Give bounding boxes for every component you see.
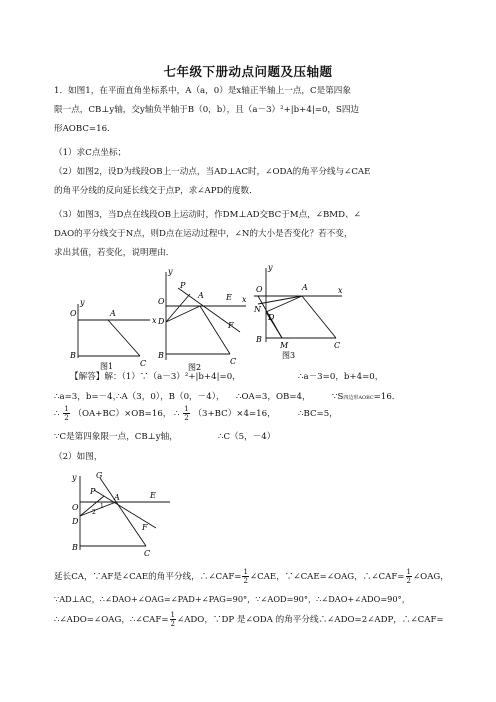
question-3-line-3: 求出其值，若变化，说明理由． bbox=[54, 248, 175, 258]
question-2-line-2: 的角平分线的反向延长线交于点P，求∠APD的度数． bbox=[54, 186, 258, 196]
problem-line-2: 限一点，CB⊥y轴，交y轴负半轴于B（0，b），且（a－3）²+|b+4|=0，S四边 bbox=[54, 105, 360, 115]
solution-6a: 延长CA，∵AF是∠CAE的角平分线，∴∠CAF= bbox=[54, 572, 242, 582]
fig2-label-p: P bbox=[180, 281, 186, 290]
fig4-label-g: G bbox=[96, 471, 103, 480]
fig1-label-a: A bbox=[110, 309, 116, 318]
fig2-segment-ac bbox=[200, 306, 230, 354]
fig2-label-x: x bbox=[242, 295, 247, 304]
solution-line-4b: ∴C（5，－4） bbox=[218, 432, 276, 442]
fig2-label-e: E bbox=[226, 293, 232, 302]
page-title: 七年级下册动点问题及压轴题 bbox=[163, 64, 333, 79]
fraction-numerator: 1 bbox=[243, 568, 248, 576]
fig1-label-o: O bbox=[70, 309, 77, 318]
fig3-label-y: y bbox=[268, 263, 273, 272]
solution-line-1b: ∴a－3=0，b+4=0， bbox=[298, 372, 384, 382]
solution-line-4: ∵C是第四象限一点，CB⊥y轴， bbox=[54, 432, 178, 442]
fig2-segment-da bbox=[166, 306, 200, 322]
fig1-caption: 图1 bbox=[100, 362, 114, 371]
fig2-label-y: y bbox=[168, 267, 173, 276]
figure-3 bbox=[252, 262, 348, 366]
fig4-segment-da bbox=[80, 502, 116, 516]
fig4-segment-gc bbox=[100, 478, 146, 546]
solution-6c: ∠OAG， bbox=[412, 572, 449, 582]
solution-line-5: （2）如图， bbox=[54, 452, 103, 462]
solution-s-symbol: ∵S bbox=[332, 392, 344, 402]
fraction-denominator: 2 bbox=[64, 414, 69, 422]
fig1-segment-ac bbox=[108, 320, 140, 356]
question-2-line-1: （2）如图2，设D为线段OB上一动点，当AD⊥AC时，∠ODA的角平分线与∠CAE bbox=[54, 167, 371, 177]
fig4-label-p: P bbox=[90, 487, 96, 496]
solution-8a: ∴∠ADO=∠OAG，∴∠CAF= bbox=[54, 615, 169, 625]
fraction-numerator: 1 bbox=[184, 405, 189, 413]
fraction-numerator: 1 bbox=[406, 568, 411, 576]
solution-line-3-right bbox=[174, 405, 276, 424]
fig4-label-angle-2: 2 bbox=[92, 509, 96, 516]
fig4-label-o: O bbox=[72, 503, 79, 512]
fig4-label-b: B bbox=[72, 543, 78, 552]
solution-line-2b: ∴A（3，0），B（0，－4）， bbox=[116, 392, 225, 402]
fig3-segment-da bbox=[266, 296, 302, 312]
solution-line-6 bbox=[54, 568, 449, 587]
question-3-line-2: DAO的平分线交于N点，则D点在运动过程中，∠N的大小是否变化？若不变， bbox=[54, 229, 353, 239]
fig3-caption: 图3 bbox=[282, 351, 296, 360]
solution-line-8 bbox=[54, 611, 444, 630]
fig3-label-c: C bbox=[334, 341, 341, 350]
fraction-denominator: 2 bbox=[184, 414, 189, 422]
solution-line-2d bbox=[332, 388, 400, 408]
fraction-denominator: 2 bbox=[243, 577, 248, 585]
solution-line-3 bbox=[54, 405, 171, 424]
fig3-segment-ac bbox=[302, 296, 336, 338]
solution-line-2a: ∴a=3，b=－4， bbox=[54, 392, 122, 402]
fig2-label-c: C bbox=[230, 357, 237, 366]
fig2-segment-dp bbox=[166, 294, 190, 322]
fraction-half bbox=[406, 568, 412, 585]
solution-3c: ∴ bbox=[174, 409, 180, 419]
solution-line-2c: ∴OA=3，OB=4， bbox=[236, 392, 311, 402]
solution-3b: （OA+BC）×OB=16， bbox=[73, 409, 172, 419]
fraction-half bbox=[242, 568, 248, 585]
fig1-label-y: y bbox=[80, 298, 85, 307]
problem-line-3: 形AOBC=16． bbox=[54, 124, 116, 134]
figure-2 bbox=[158, 266, 250, 372]
solution-line-1a: 【解答】解：（1）∵（a－3）²+|b+4|=0， bbox=[70, 372, 241, 382]
fig2-label-a: A bbox=[198, 291, 204, 300]
solution-3a: ∴ bbox=[54, 409, 60, 419]
fig2-label-b: B bbox=[158, 351, 164, 360]
fig4-label-angle-1: 1 bbox=[100, 503, 104, 510]
solution-s-value: =16． bbox=[373, 392, 401, 402]
fig3-label-b: B bbox=[256, 335, 262, 344]
fig4-label-d: D bbox=[72, 517, 79, 526]
fig1-label-c: C bbox=[140, 359, 147, 368]
problem-line-1: 1．如图1，在平面直角坐标系中，A（a，0）是x轴正半轴上一点，C是第四象 bbox=[54, 86, 351, 96]
question-3-line-1: （3）如图3，当D点在线段OB上运动时，作DM⊥AD交BC于M点，∠BMD、∠ bbox=[54, 210, 361, 220]
fig3-segment-an bbox=[258, 296, 302, 304]
solution-8b: ∠ADO，∵DP 是∠ODA 的角平分线∴∠ADO=2∠ADP，∴∠CAF= bbox=[177, 615, 444, 625]
fig3-label-d: D bbox=[268, 313, 275, 322]
fig2-caption: 图2 bbox=[188, 363, 202, 372]
fig3-label-n: N bbox=[254, 305, 261, 314]
fraction-numerator: 1 bbox=[64, 405, 69, 413]
fig2-label-d: D bbox=[158, 317, 165, 326]
solution-6b: ∠CAE，∵∠CAE=∠OAG，∴∠CAF= bbox=[249, 572, 405, 582]
fraction-half bbox=[63, 405, 69, 422]
fraction-denominator: 2 bbox=[406, 577, 411, 585]
figure-1 bbox=[70, 296, 160, 372]
solution-line-3e: ∴BC=5， bbox=[298, 409, 338, 419]
question-1: （1）求C点坐标； bbox=[54, 148, 127, 158]
fig1-label-x: x bbox=[152, 316, 157, 325]
figure-4 bbox=[70, 470, 180, 560]
fig3-label-a: A bbox=[302, 283, 308, 292]
fig3-label-m: M bbox=[280, 341, 289, 350]
solution-3d: （3+BC）×4=16， bbox=[193, 409, 276, 419]
fig3-label-o: O bbox=[256, 285, 263, 294]
fraction-denominator: 2 bbox=[170, 620, 176, 628]
fraction-half bbox=[183, 405, 189, 422]
fig1-label-b: B bbox=[70, 351, 76, 360]
solution-s-subscript: 四边形AOBC bbox=[343, 395, 374, 401]
fig3-label-x: x bbox=[338, 286, 343, 295]
fig4-label-a: A bbox=[114, 493, 120, 502]
fig2-label-o: O bbox=[158, 297, 165, 306]
fig4-label-y: y bbox=[72, 473, 77, 482]
fig4-label-e: E bbox=[150, 491, 156, 500]
fraction-numerator: 1 bbox=[170, 611, 176, 619]
fig4-label-f: F bbox=[142, 523, 148, 532]
fraction-half bbox=[170, 611, 176, 628]
fig4-label-c: C bbox=[144, 549, 151, 558]
solution-line-7: ∵AD⊥AC，∴∠DAO+∠OAG=∠PAD+∠PAG=90°，∵∠AOD=90°，∴∠DAO+∠ADO=90°， bbox=[54, 594, 410, 604]
fig2-label-f: F bbox=[228, 321, 234, 330]
